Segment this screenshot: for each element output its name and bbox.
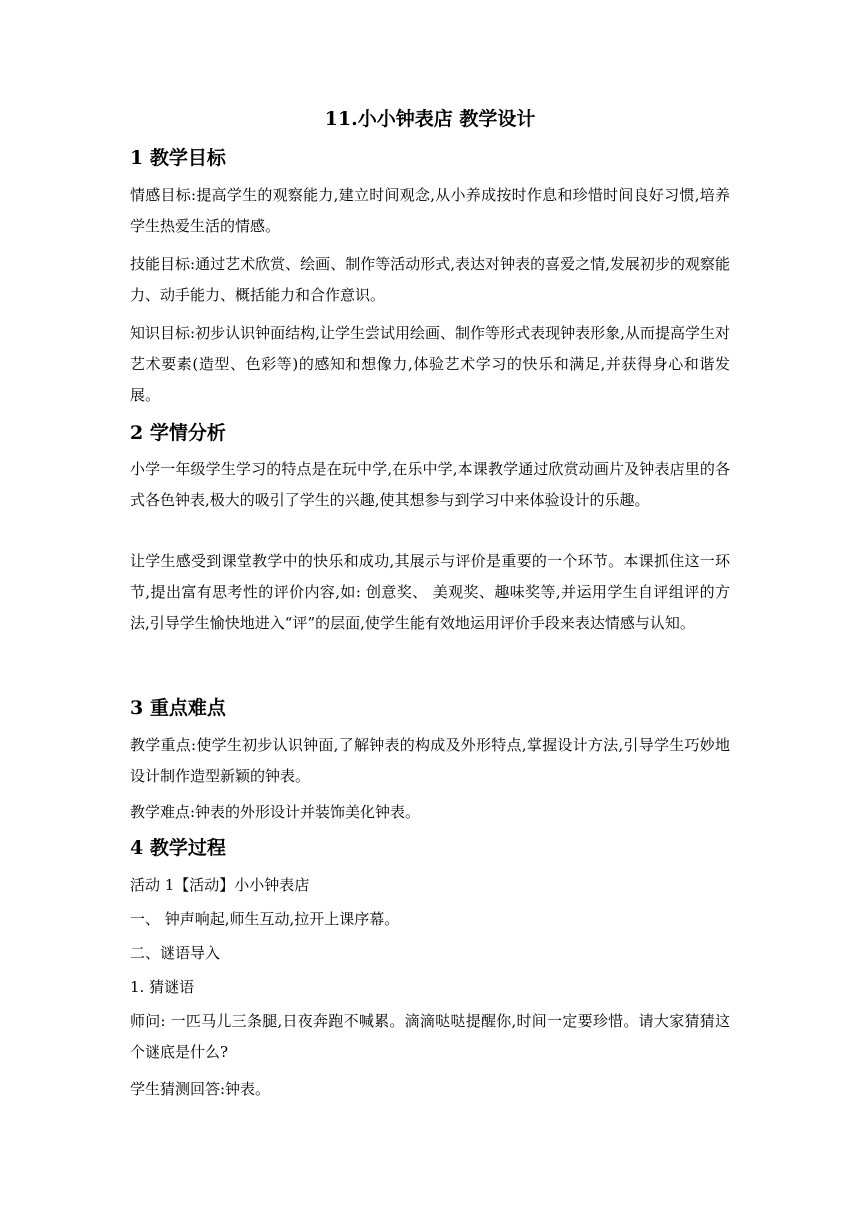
section-heading-key-points: 3 重点难点: [130, 697, 226, 719]
process-step-2: 二、谜语导入: [130, 944, 221, 962]
paragraph-emotional-goal: 情感目标:提高学生的观察能力,建立时间观念,从小养成按时作息和珍惜时间良好习惯,培养学生热爱生活的情感。: [130, 186, 730, 235]
paragraph-analysis-2: 让学生感受到课堂教学中的快乐和成功,其展示与评价是重要的一个环节。本课抓住这一环节,提出富有思考性的评价内容,如: 创意奖、 美观奖、趣味奖等,并运用学生自评组评的方法,引导学生愉快地进入“评”的层面,使学生能有效地运用评价手段来表达情感与认知。: [130, 552, 730, 632]
paragraph-difficulty: 教学难点:钟表的外形设计并装饰美化钟表。: [130, 803, 421, 821]
activity-title: 活动 1【活动】小小钟表店: [130, 876, 310, 894]
paragraph-analysis-1: 小学一年级学生学习的特点是在玩中学,在乐中学,本课教学通过欣赏动画片及钟表店里的各式各色钟表,极大的吸引了学生的兴趣,使其想参与到学习中来体验设计的乐趣。: [130, 460, 730, 509]
process-substep-1: 1. 猜谜语: [130, 978, 195, 996]
paragraph-riddle: 师问: 一匹马儿三条腿,日夜奔跑不喊累。滴滴哒哒提醒你,时间一定要珍惜。请大家猜猜这个谜底是什么?: [130, 1012, 730, 1061]
paragraph-skill-goal: 技能目标:通过艺术欣赏、绘画、制作等活动形式,表达对钟表的喜爱之情,发展初步的观察能力、动手能力、概括能力和合作意识。: [130, 255, 730, 304]
section-heading-analysis: 2 学情分析: [130, 422, 226, 444]
student-answer: 学生猜测回答:钟表。: [130, 1080, 271, 1098]
process-step-1: 一、 钟声响起,师生互动,拉开上课序幕。: [130, 910, 400, 928]
document-title: 11.小小钟表店 教学设计: [324, 108, 536, 130]
section-heading-objectives: 1 教学目标: [130, 147, 226, 169]
paragraph-knowledge-goal: 知识目标:初步认识钟面结构,让学生尝试用绘画、制作等形式表现钟表形象,从而提高学生对艺术要素(造型、色彩等)的感知和想像力,体验艺术学习的快乐和满足,并获得身心和谐发展。: [130, 324, 730, 404]
section-heading-process: 4 教学过程: [130, 837, 226, 859]
paragraph-key-point: 教学重点:使学生初步认识钟面,了解钟表的构成及外形特点,掌握设计方法,引导学生巧妙地设计制作造型新颖的钟表。: [130, 736, 730, 785]
